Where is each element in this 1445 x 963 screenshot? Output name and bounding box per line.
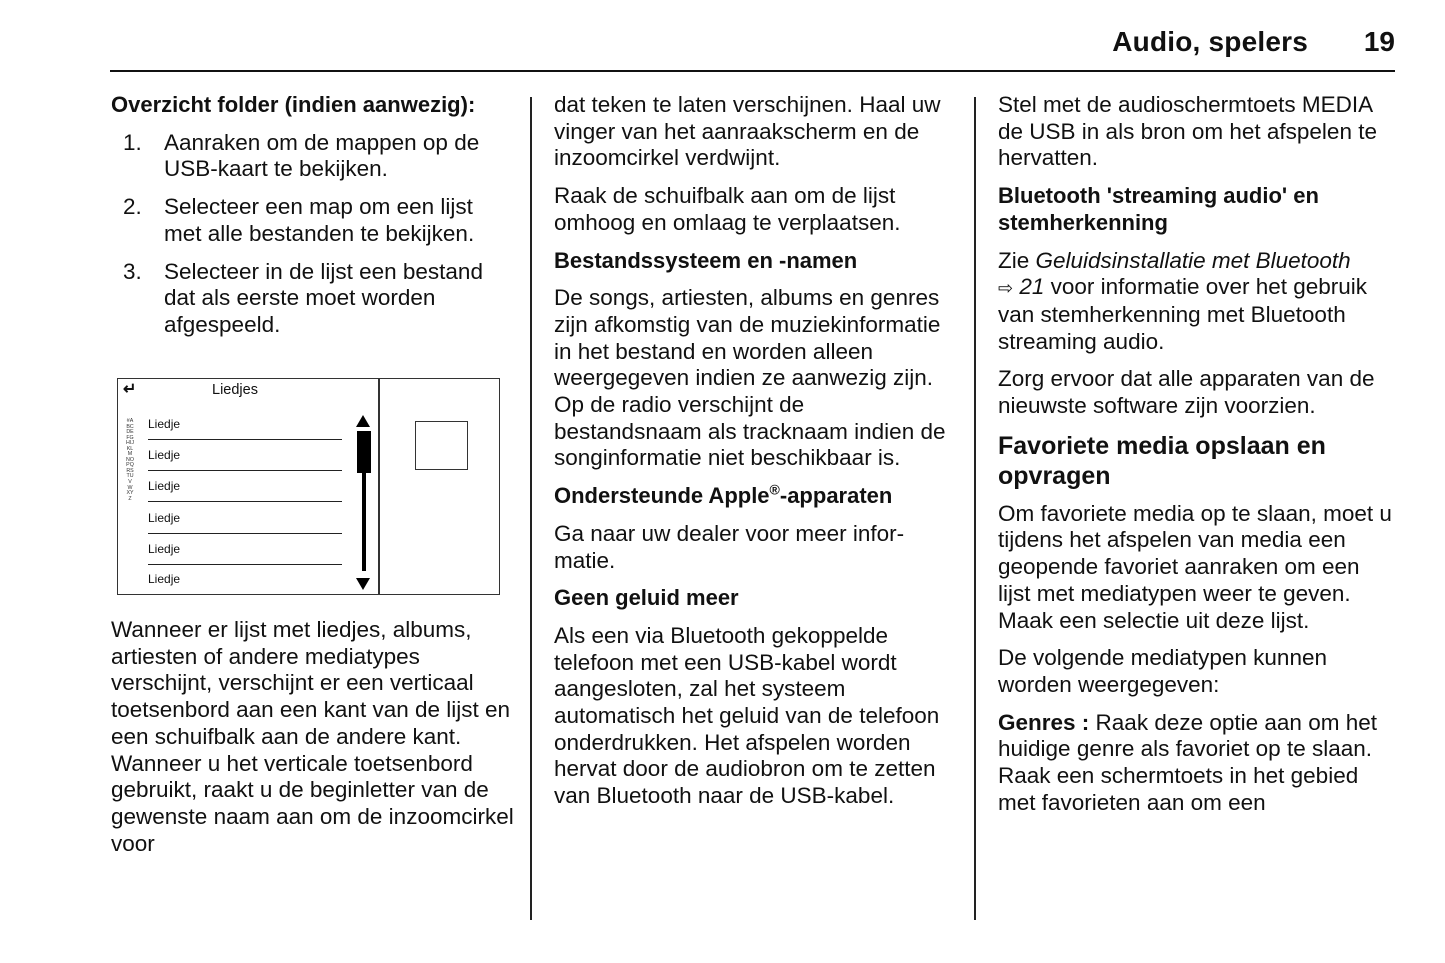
- folder-overview-heading: Overzicht folder (indien aanwezig):: [111, 92, 476, 117]
- apple-devices-heading: Ondersteunde Apple®-apparaten: [554, 481, 893, 509]
- back-arrow-icon: ↵: [123, 381, 137, 398]
- step-item: 2. Selecteer een map om een lijst met alle bestanden te bekijken.: [123, 194, 475, 246]
- arrow-right-icon: ⇨: [998, 278, 1014, 299]
- filesystem-heading: Bestandssysteem en -namen: [554, 247, 858, 273]
- media-types-paragraph: De volgende mediatypen kunnen worden weergegeven:: [998, 645, 1327, 697]
- bluetooth-streaming-heading: Bluetooth 'streaming audio' en stemherkenning: [998, 183, 1319, 235]
- genres-label: Genres :: [998, 709, 1090, 735]
- genres-paragraph: Genres : Raak deze optie aan om het huidige genre als favoriet op te slaan. Raak een schermtoets in het gebied met favorieten aan om een: [998, 709, 1377, 815]
- list-item: Liedje: [148, 534, 342, 565]
- list-item: Liedje: [148, 409, 342, 440]
- page-reference[interactable]: 21: [1019, 274, 1045, 300]
- list-item: Liedje: [148, 471, 342, 502]
- column-divider-2: [974, 97, 976, 920]
- step-item: 3. Selecteer in de lijst een bestand dat als eerste moet worden afgespeeld.: [123, 258, 483, 337]
- column-1-continued: [111, 617, 516, 868]
- panel-divider: [378, 379, 380, 594]
- screen-title: Liedjes: [212, 382, 258, 398]
- album-art-placeholder: [415, 421, 468, 470]
- song-list-illustration: [117, 378, 500, 595]
- column-3: [998, 92, 1393, 827]
- filesystem-paragraph: De songs, artiesten, albums en genres zijn afkomstig van de muziekinformatie in het bestand en worden alleen weergegeven indien ze aanwezig zijn. Op de radio verschijnt de bestandsnaam als tracknaam indien de songinformatie niet beschikbaar is.: [554, 285, 946, 471]
- list-item: Liedje: [148, 503, 342, 534]
- step-item: 1. Aanraken om de mappen op de USB-kaart te bekijken.: [123, 129, 480, 182]
- page-number: 19: [1363, 26, 1395, 57]
- steps-list: [111, 130, 511, 339]
- vertical-alphabet-keyboard: #ABCDEFGHIJKLMNOPQRSTUVWXYZ: [126, 418, 134, 502]
- favorites-heading: Favoriete media opslaan en opvragen: [998, 431, 1326, 490]
- vertical-keyboard-paragraph: Wanneer er lijst met liedjes, albums, artiesten of andere mediatypes verschijnt, verschijnt er een verticaal toetsenbord aan een kant van de lijst en een schuifbalk aan de andere kant. Wanneer u het verticale toetsenbord gebruikt, raakt u de beginletter van de gewenste naam aan om de inzoomcirkel voor: [111, 617, 514, 856]
- resume-playback-paragraph: Stel met de audioschermtoets MEDIA de USB in als bron om het afspelen te hervatten.: [998, 92, 1377, 171]
- scroll-down-icon: [356, 578, 370, 590]
- scrollbar-paragraph: Raak de schuifbalk aan om de lijst omhoog en omlaag te verplaatsen.: [554, 183, 901, 235]
- section-title: Audio, spelers: [1112, 26, 1308, 57]
- no-sound-paragraph: Als een via Bluetooth gekoppelde telefoon met een USB-kabel wordt aangesloten, zal het systeem automatisch het geluid van de telefoon onderdrukken. Het afspelen worden hervat door de audiobron om te zetten van Bluetooth naar de USB-kabel.: [554, 622, 940, 809]
- apple-devices-paragraph: Ga naar uw dealer voor meer informatie.: [554, 520, 905, 573]
- list-item: Liedje: [148, 440, 342, 471]
- software-update-paragraph: Zorg ervoor dat alle apparaten van de nieuwste software zijn voorzien.: [998, 366, 1375, 419]
- header-rule: [110, 70, 1395, 72]
- cross-reference-link[interactable]: Geluidsinstallatie met Bluetooth: [1035, 247, 1351, 273]
- zoom-circle-paragraph: dat teken te laten verschijnen. Haal uw vinger van het aanraakscherm en de inzoomcirkel verdwijnt.: [554, 92, 941, 171]
- scrollbar-thumb: [357, 431, 371, 473]
- bluetooth-reference-paragraph: Zie Geluidsinstallatie met Bluetooth ⇨ 21 voor informatie over het gebruik van stemherkenning met Bluetooth streaming audio.: [998, 247, 1368, 354]
- no-sound-heading: Geen geluid meer: [554, 585, 739, 611]
- favorites-paragraph: Om favoriete media op te slaan, moet u tijdens het afspelen van media een geopende favoriet aanraken om een lijst met mediatypen weer te geven. Maak een selectie uit deze lijst.: [998, 500, 1392, 633]
- column-1: [111, 92, 511, 350]
- column-2: [554, 92, 954, 821]
- scroll-up-icon: [356, 415, 370, 427]
- column-divider-1: [530, 97, 532, 920]
- list-item: Liedje: [148, 572, 181, 586]
- page-header: [110, 24, 1395, 64]
